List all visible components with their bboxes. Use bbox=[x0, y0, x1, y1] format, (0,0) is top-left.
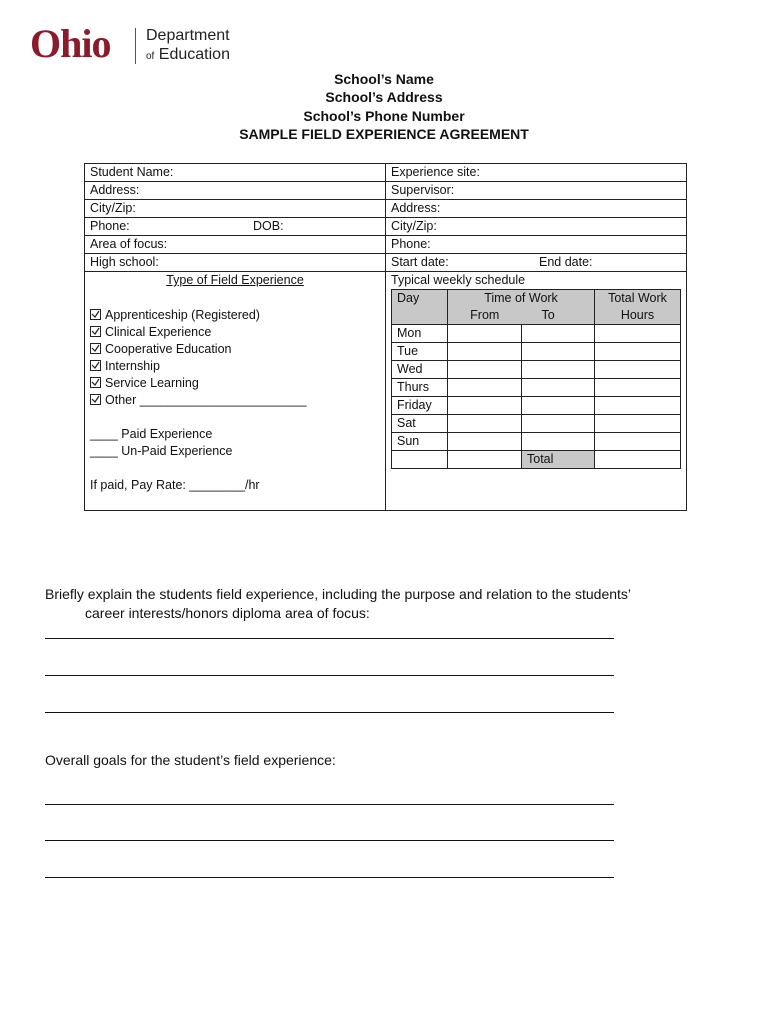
answer-line[interactable] bbox=[45, 638, 614, 639]
day-label: Mon bbox=[392, 325, 448, 343]
area-of-focus-field[interactable]: Area of focus: bbox=[85, 236, 386, 254]
paid-experience-line[interactable]: ____ Paid Experience bbox=[90, 427, 213, 441]
answer-line[interactable] bbox=[45, 877, 614, 878]
from-cell[interactable] bbox=[448, 433, 522, 451]
table-row bbox=[392, 397, 681, 415]
table-row bbox=[392, 433, 681, 451]
from-cell[interactable] bbox=[448, 397, 522, 415]
total-hours-cell[interactable] bbox=[595, 451, 681, 469]
option-cooperative[interactable] bbox=[90, 341, 380, 358]
from-cell[interactable] bbox=[448, 379, 522, 397]
answer-line[interactable] bbox=[45, 804, 614, 805]
option-other[interactable] bbox=[90, 392, 380, 409]
option-apprenticeship[interactable] bbox=[90, 307, 380, 324]
site-city-zip-field[interactable]: City/Zip: bbox=[386, 218, 687, 236]
table-row bbox=[392, 361, 681, 379]
phone-label: Phone: bbox=[90, 219, 130, 233]
from-cell[interactable] bbox=[448, 343, 522, 361]
question-2: Overall goals for the student’s field experience: bbox=[45, 752, 336, 768]
weekly-schedule-table bbox=[391, 289, 681, 469]
schedule-cell bbox=[386, 272, 687, 511]
day-label: Sun bbox=[392, 433, 448, 451]
to-cell[interactable] bbox=[522, 379, 595, 397]
hours-cell[interactable] bbox=[595, 325, 681, 343]
end-date-label: End date: bbox=[539, 255, 593, 269]
site-phone-field[interactable]: Phone: bbox=[386, 236, 687, 254]
hours-cell[interactable] bbox=[595, 397, 681, 415]
school-name: School’s Name bbox=[334, 71, 434, 87]
to-cell[interactable] bbox=[522, 325, 595, 343]
dob-label: DOB: bbox=[253, 219, 284, 233]
option-service-learning[interactable] bbox=[90, 375, 380, 392]
high-school-field[interactable]: High school: bbox=[85, 254, 386, 272]
phone-dob-field[interactable] bbox=[85, 218, 386, 236]
answer-line[interactable] bbox=[45, 840, 614, 841]
empty-cell bbox=[392, 451, 448, 469]
hours-cell[interactable] bbox=[595, 379, 681, 397]
hours-cell[interactable] bbox=[595, 415, 681, 433]
school-phone: School’s Phone Number bbox=[303, 108, 465, 124]
option-label: Internship bbox=[105, 359, 160, 373]
student-info-table bbox=[84, 163, 687, 511]
ohio-logo-wordmark: Ohio bbox=[30, 21, 111, 66]
experience-site-field[interactable]: Experience site: bbox=[386, 164, 687, 182]
pay-rate-line[interactable]: If paid, Pay Rate: ________/hr bbox=[90, 478, 260, 492]
table-row bbox=[392, 415, 681, 433]
student-name-field[interactable]: Student Name: bbox=[85, 164, 386, 182]
option-label: Other ________________________ bbox=[105, 393, 307, 407]
table-row bbox=[392, 325, 681, 343]
option-label: Clinical Experience bbox=[105, 325, 212, 339]
logo-divider bbox=[135, 28, 136, 64]
day-label: Thurs bbox=[392, 379, 448, 397]
to-cell[interactable] bbox=[522, 433, 595, 451]
dates-field[interactable] bbox=[386, 254, 687, 272]
day-label: Sat bbox=[392, 415, 448, 433]
table-row bbox=[392, 379, 681, 397]
option-internship[interactable] bbox=[90, 358, 380, 375]
logo-of: of bbox=[146, 51, 155, 62]
checkbox-icon bbox=[90, 343, 101, 354]
checkbox-icon bbox=[90, 394, 101, 405]
department-of-education-logo-text bbox=[146, 26, 230, 66]
col-to-header: To bbox=[522, 307, 595, 325]
day-label: Friday bbox=[392, 397, 448, 415]
page-title: SAMPLE FIELD EXPERIENCE AGREEMENT bbox=[239, 126, 529, 142]
checkbox-icon bbox=[90, 360, 101, 371]
col-total-header-2: Hours bbox=[595, 307, 681, 325]
school-address: School’s Address bbox=[325, 89, 443, 105]
total-label: Total bbox=[522, 451, 595, 469]
option-clinical[interactable] bbox=[90, 324, 380, 341]
field-experience-cell bbox=[85, 272, 386, 511]
to-cell[interactable] bbox=[522, 361, 595, 379]
option-label: Apprenticeship (Registered) bbox=[105, 308, 260, 322]
col-day-header: Day bbox=[392, 290, 448, 325]
option-label: Cooperative Education bbox=[105, 342, 232, 356]
site-address-field[interactable]: Address: bbox=[386, 200, 687, 218]
unpaid-experience-line[interactable]: ____ Un-Paid Experience bbox=[90, 444, 233, 458]
from-cell[interactable] bbox=[448, 325, 522, 343]
option-label: Service Learning bbox=[105, 376, 199, 390]
hours-cell[interactable] bbox=[595, 433, 681, 451]
schedule-heading: Typical weekly schedule bbox=[391, 273, 526, 287]
table-row bbox=[392, 343, 681, 361]
answer-line[interactable] bbox=[45, 712, 614, 713]
to-cell[interactable] bbox=[522, 397, 595, 415]
to-cell[interactable] bbox=[522, 343, 595, 361]
col-from-header: From bbox=[448, 307, 522, 325]
answer-line[interactable] bbox=[45, 675, 614, 676]
day-label: Tue bbox=[392, 343, 448, 361]
empty-cell bbox=[448, 451, 522, 469]
address-field[interactable]: Address: bbox=[85, 182, 386, 200]
to-cell[interactable] bbox=[522, 415, 595, 433]
checkbox-icon bbox=[90, 326, 101, 337]
question-1-line-2: career interests/honors diploma area of focus: bbox=[85, 605, 370, 621]
total-row bbox=[392, 451, 681, 469]
city-zip-field[interactable]: City/Zip: bbox=[85, 200, 386, 218]
field-experience-heading: Type of Field Experience bbox=[166, 273, 304, 287]
hours-cell[interactable] bbox=[595, 343, 681, 361]
checkbox-icon bbox=[90, 309, 101, 320]
checkbox-icon bbox=[90, 377, 101, 388]
from-cell[interactable] bbox=[448, 361, 522, 379]
start-date-label: Start date: bbox=[391, 255, 449, 269]
supervisor-field[interactable]: Supervisor: bbox=[386, 182, 687, 200]
question-1-line-1: Briefly explain the students field experience, including the purpose and relation to the students’ bbox=[45, 586, 632, 602]
logo-education: Education bbox=[158, 46, 230, 63]
from-cell[interactable] bbox=[448, 415, 522, 433]
day-label: Wed bbox=[392, 361, 448, 379]
col-time-header: Time of Work bbox=[448, 290, 595, 308]
logo-department: Department bbox=[146, 27, 230, 44]
col-total-header-1: Total Work bbox=[595, 290, 681, 308]
hours-cell[interactable] bbox=[595, 361, 681, 379]
